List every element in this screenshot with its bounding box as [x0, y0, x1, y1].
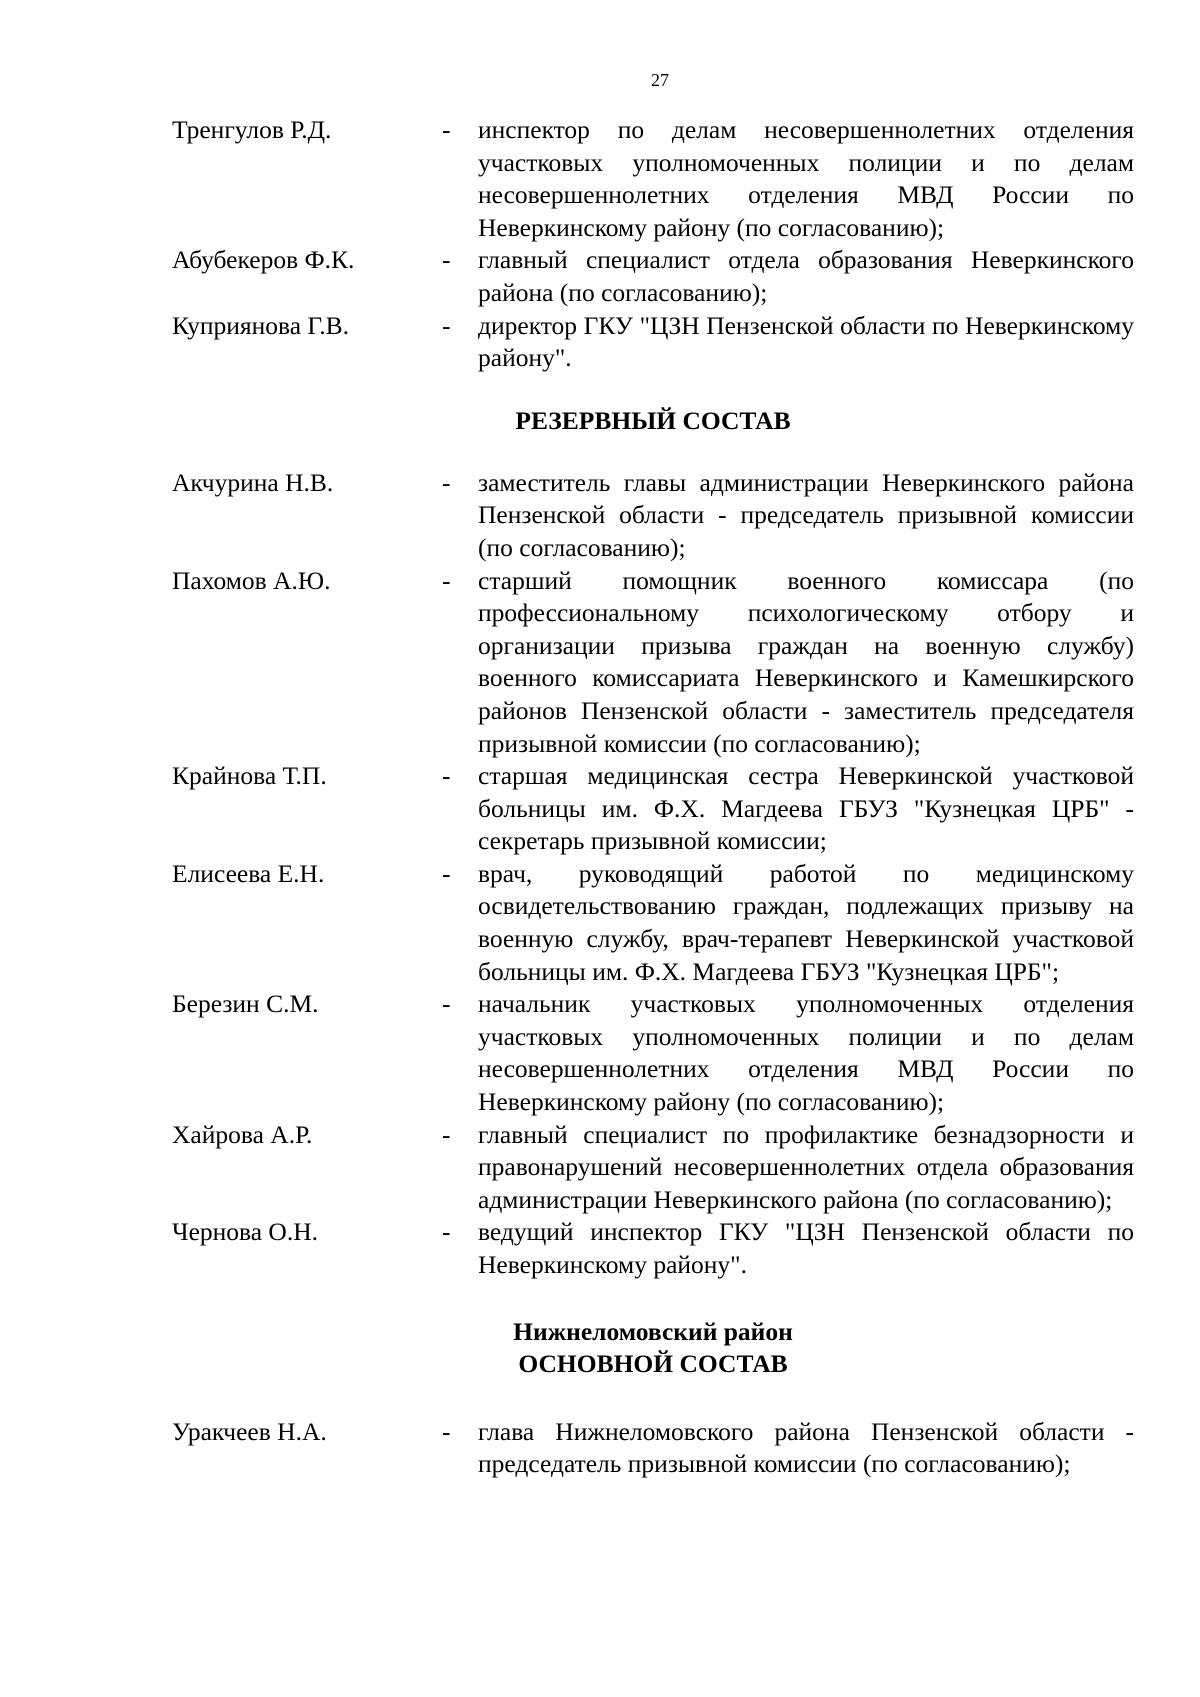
- entry-dash: -: [442, 115, 451, 144]
- member-entry: [172, 467, 1134, 565]
- member-position: ведущий инспектор ГКУ "ЦЗН Пензенской области по Неверкинскому району".: [478, 1217, 1134, 1279]
- entry-dash: -: [442, 1119, 451, 1149]
- member-position: главный специалист отдела образования Неверкинского района (по согласованию);: [478, 245, 1134, 307]
- member-position: заместитель главы администрации Неверкинского района Пензенской области - председатель призывной комиссии (по согласованию);: [478, 467, 1134, 562]
- member-position: глава Нижнеломовского района Пензенской области - председатель призывной комиссии (по согласованию);: [478, 1416, 1134, 1479]
- commission-list: [172, 114, 1134, 1481]
- member-entry: [172, 310, 1134, 375]
- member-entry: [172, 988, 1134, 1118]
- reserve-composition: [172, 467, 1134, 1282]
- entry-dash: -: [442, 1416, 451, 1446]
- reserve-heading: РЕЗЕРВНЫЙ СОСТАВ: [515, 405, 791, 435]
- member-name: Чернова О.Н.: [172, 1217, 319, 1247]
- member-name: Акчурина Н.В.: [172, 467, 334, 497]
- entry-dash: -: [442, 467, 451, 497]
- member-position: начальник участковых уполномоченных отделения участковых уполномоченных полиции и по делам несовершеннолетних отделения МВД России по Неверкинскому району (по согласованию);: [478, 989, 1134, 1117]
- member-entry: [172, 1119, 1134, 1217]
- main-composition-continued: [172, 114, 1134, 375]
- member-entry: [172, 1216, 1134, 1281]
- entry-dash: -: [442, 761, 451, 791]
- member-entry: [172, 1416, 1134, 1481]
- member-name: Крайнова Т.П.: [172, 761, 327, 791]
- member-name: Тренгулов Р.Д.: [172, 115, 332, 144]
- member-entry: [172, 114, 1134, 244]
- main-composition-heading: ОСНОВНОЙ СОСТАВ: [518, 1348, 788, 1378]
- entry-dash: -: [442, 989, 451, 1019]
- entry-dash: -: [442, 310, 451, 340]
- member-name: Хайрова А.Р.: [172, 1119, 313, 1149]
- member-position: инспектор по делам несовершеннолетних отделения участковых уполномоченных полиции и по делам несовершеннолетних отделения МВД России по Неверкинскому району (по согласованию);: [478, 115, 1134, 242]
- member-entry: [172, 858, 1134, 988]
- district-heading: Нижнеломовский район: [513, 1316, 793, 1346]
- member-position: старшая медицинская сестра Неверкинской участковой больницы им. Ф.Х. Магдеева ГБУЗ "Кузнецкая ЦРБ" - секретарь призывной комиссии;: [478, 761, 1134, 856]
- entry-dash: -: [442, 565, 451, 595]
- entry-dash: -: [442, 1217, 451, 1247]
- district-main-composition: [172, 1416, 1134, 1481]
- entry-dash: -: [442, 858, 451, 888]
- member-name: Куприянова Г.В.: [172, 310, 350, 340]
- member-name: Абубекеров Ф.К.: [172, 245, 355, 275]
- member-entry: [172, 244, 1134, 309]
- member-entry: [172, 760, 1134, 858]
- member-position: директор ГКУ "ЦЗН Пензенской области по Неверкинскому району".: [478, 310, 1134, 373]
- member-entry: [172, 565, 1134, 761]
- page-number: 27: [651, 70, 669, 90]
- member-name: Елисеева Е.Н.: [172, 858, 325, 888]
- member-name: Березин С.М.: [172, 989, 319, 1019]
- member-name: Пахомов А.Ю.: [172, 565, 331, 595]
- member-position: старший помощник военного комиссара (по профессиональному психологическому отбору и организации призыва граждан на военную службу) военного комиссариата Неверкинского и Камешкирского районов Пензенской области - заместитель председателя призывной комиссии (по согласованию);: [478, 565, 1134, 758]
- member-position: врач, руководящий работой по медицинскому освидетельствованию граждан, подлежащих призыву на военную службу, врач-терапевт Неверкинской участковой больницы им. Ф.Х. Магдеева ГБУЗ "Кузнецкая ЦРБ";: [478, 858, 1134, 986]
- entry-dash: -: [442, 245, 451, 275]
- member-name: Уракчеев Н.А.: [172, 1416, 327, 1446]
- member-position: главный специалист по профилактике безнадзорности и правонарушений несовершеннолетних отдела образования администрации Неверкинского района (по согласованию);: [478, 1119, 1134, 1214]
